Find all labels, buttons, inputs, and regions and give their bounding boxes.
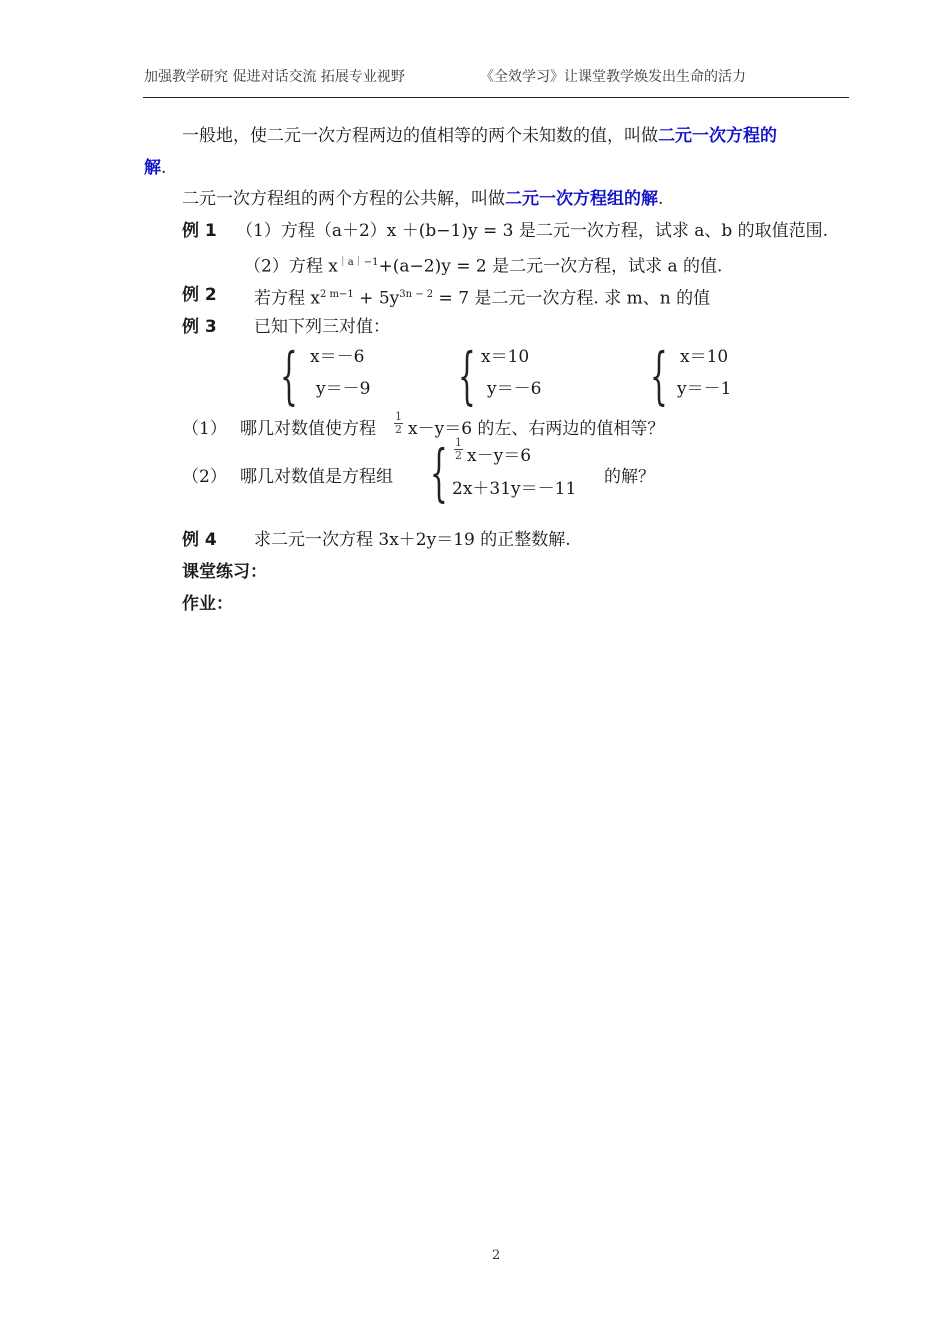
ex1-part2-sup: ｜a｜−1 bbox=[337, 257, 379, 268]
ex4-text: 求二元一次方程 3x＋2y＝19 的正整数解. bbox=[254, 530, 571, 550]
para1-term-a: 二元一次方程的 bbox=[658, 126, 777, 146]
q2-frac-den: 2 bbox=[455, 449, 462, 462]
para1-end: . bbox=[161, 158, 167, 178]
ex2-label: 例 2 bbox=[182, 285, 217, 305]
ex3-q1-post: x－y＝6 的左、右两边的值相等？ bbox=[408, 419, 665, 439]
q1-frac-num: 1 bbox=[395, 410, 402, 423]
ex1-part2-a: （2）方程 x bbox=[244, 256, 338, 277]
ex2-sup1: 2 m−1 bbox=[320, 289, 354, 300]
ex3-q2-number: （2） bbox=[182, 467, 227, 487]
ex3-q1-number: （1） bbox=[182, 419, 227, 439]
q1-frac-den: 2 bbox=[395, 423, 402, 436]
header-rule bbox=[143, 97, 849, 98]
ex3-intro: 已知下列三对值： bbox=[254, 317, 390, 337]
para2-text: 二元一次方程组的两个方程的公共解，叫做 bbox=[182, 189, 505, 209]
ex3-q2-pre: 哪几对数值是方程组 bbox=[240, 467, 393, 487]
para2-term: 二元一次方程组的解 bbox=[505, 189, 658, 209]
ex2-pre: 若方程 x bbox=[254, 288, 320, 309]
header-left: 加强教学研究 促进对话交流 拓展专业视野 bbox=[144, 69, 405, 85]
definition-equation-solution bbox=[182, 124, 777, 148]
ex3-q2-post: 的解？ bbox=[604, 467, 655, 487]
pair3-x: x＝10 bbox=[680, 347, 729, 367]
para1-text: 一般地，使二元一次方程两边的值相等的两个未知数的值，叫做 bbox=[182, 126, 658, 146]
pair2-x: x＝10 bbox=[481, 347, 530, 367]
ex2-mid: + 5y bbox=[353, 288, 400, 309]
para1-term-b: 解 bbox=[144, 158, 161, 178]
pair1-y: y＝－9 bbox=[316, 379, 371, 399]
q2-frac-num: 1 bbox=[455, 436, 462, 449]
homework-heading: 作业： bbox=[182, 594, 233, 614]
pair3-brace: { bbox=[650, 339, 668, 412]
ex1-label: 例 1 bbox=[182, 221, 217, 241]
para2-end: . bbox=[658, 189, 664, 209]
header-right: 《全效学习》让课堂教学焕发出生命的活力 bbox=[480, 69, 746, 85]
q1-fraction bbox=[394, 411, 403, 436]
ex2-sup2: 3n − 2 bbox=[399, 289, 434, 300]
ex1-part2-b: +(a−2)y = 2 是二元一次方程，试求 a 的值. bbox=[378, 256, 723, 277]
q2-fraction bbox=[454, 437, 463, 462]
practice-heading: 课堂练习： bbox=[182, 562, 267, 582]
pair2-brace: { bbox=[458, 339, 476, 412]
ex2-post: = 7 是二元一次方程. 求 m、n 的值 bbox=[433, 288, 711, 309]
ex1-part2 bbox=[244, 251, 722, 279]
page-number: 2 bbox=[492, 1248, 501, 1263]
pair1-x: x＝－6 bbox=[310, 347, 365, 367]
ex1-part1: （1）方程（a＋2）x ＋(b−1)y = 3 是二元一次方程，试求 a、b 的取值范围. bbox=[236, 221, 829, 241]
q2-eq1: x－y＝6 bbox=[467, 446, 532, 466]
q2-eq2: 2x＋31y＝－11 bbox=[452, 479, 577, 499]
ex3-label: 例 3 bbox=[182, 317, 217, 337]
ex3-q1-pre: 哪几对数值使方程 bbox=[240, 419, 376, 439]
ex4-label: 例 4 bbox=[182, 530, 217, 550]
ex2-text bbox=[254, 283, 710, 311]
pair1-brace: { bbox=[280, 339, 298, 412]
q2-brace: { bbox=[430, 436, 448, 509]
pair3-y: y＝－1 bbox=[677, 379, 732, 399]
para1-continuation bbox=[144, 156, 166, 180]
pair2-y: y＝－6 bbox=[487, 379, 542, 399]
definition-system-solution bbox=[182, 187, 663, 211]
